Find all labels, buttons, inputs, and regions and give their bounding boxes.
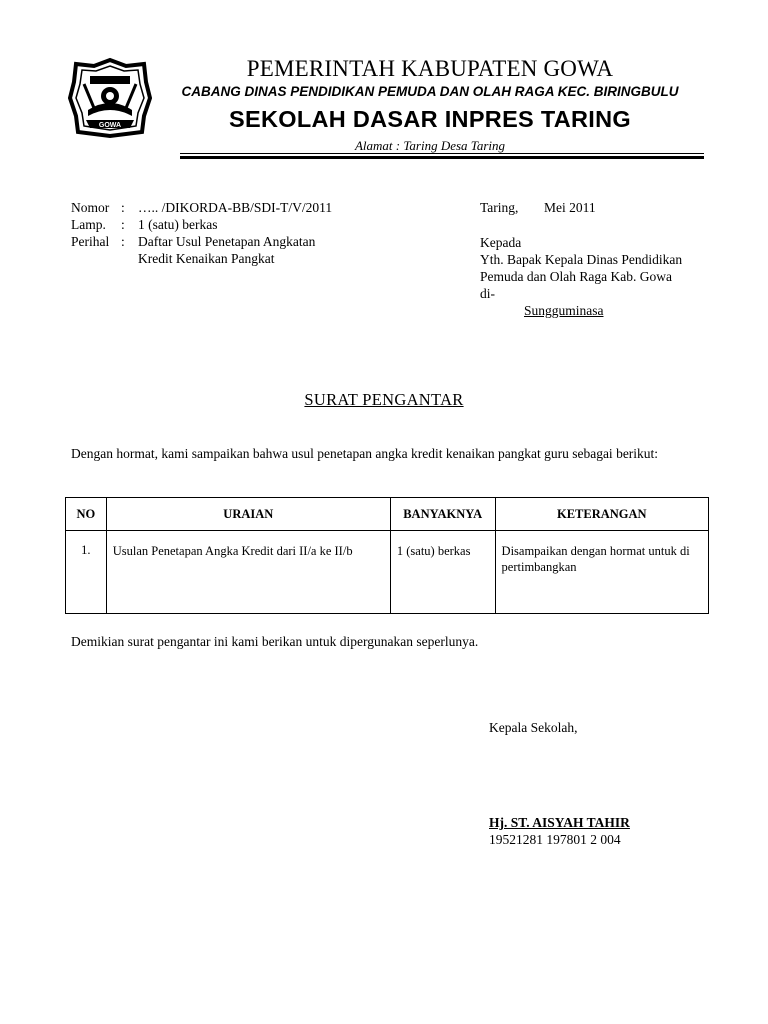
table-header-uraian: URAIAN <box>106 498 390 531</box>
meta-value-perihal-line2: Kredit Kenaikan Pangkat <box>138 251 275 266</box>
letterhead-department: CABANG DINAS PENDIDIKAN PEMUDA DAN OLAH RAGA KEC. BIRINGBULU <box>181 84 679 99</box>
items-table <box>65 497 709 614</box>
signature-nip: 19521281 197801 2 004 <box>489 832 621 847</box>
table-cell-uraian: Usulan Penetapan Angka Kredit dari II/a ke II/b <box>112 544 353 558</box>
letterhead-divider-thick <box>180 156 704 159</box>
meta-colon: : <box>121 200 125 215</box>
table-header-keterangan: KETERANGAN <box>495 498 708 531</box>
opening-paragraph: Dengan hormat, kami sampaikan bahwa usul penetapan angka kredit kenaikan pangkat guru sebagai berikut: <box>71 446 659 461</box>
recipient-line1: Yth. Bapak Kepala Dinas Pendidikan <box>480 252 683 267</box>
signature-name: Hj. ST. AISYAH TAHIR <box>489 815 630 830</box>
meta-colon: : <box>121 234 125 249</box>
table-cell-banyaknya: 1 (satu) berkas <box>396 544 471 558</box>
meta-colon: : <box>121 217 125 232</box>
letter-place: Taring, <box>480 200 519 215</box>
recipient-city: Sungguminasa <box>524 303 604 318</box>
meta-label-nomor: Nomor <box>71 200 110 215</box>
recipient-line3: di- <box>480 286 495 301</box>
recipient-kepada: Kepada <box>480 235 522 250</box>
logo-text: GOWA <box>98 122 122 129</box>
letter-date: Mei 2011 <box>544 200 596 215</box>
meta-label-perihal: Perihal <box>71 234 110 249</box>
meta-value-perihal: Daftar Usul Penetapan Angkatan <box>138 234 316 249</box>
letterhead-address: Alamat : Taring Desa Taring <box>354 138 505 153</box>
meta-value-nomor: ….. /DIKORDA-BB/SDI-T/V/2011 <box>138 200 333 215</box>
table-cell-no: 1. <box>81 543 91 557</box>
table-header-banyaknya: BANYAKNYA <box>390 498 495 531</box>
meta-label-lamp: Lamp. <box>71 217 106 232</box>
letter-title: SURAT PENGANTAR <box>304 390 464 409</box>
meta-value-lamp: 1 (satu) berkas <box>138 217 218 232</box>
letterhead-government: PEMERINTAH KABUPATEN GOWA <box>246 56 614 81</box>
recipient-line2: Pemuda dan Olah Raga Kab. Gowa <box>480 269 672 284</box>
letterhead-school: SEKOLAH DASAR INPRES TARING <box>229 106 631 132</box>
table-header-no: NO <box>66 498 107 531</box>
table-row <box>66 531 709 614</box>
table-header-row <box>66 498 709 531</box>
closing-paragraph: Demikian surat pengantar ini kami berikan untuk dipergunakan seperlunya. <box>71 634 479 649</box>
letterhead-divider-thin <box>180 153 704 154</box>
signature-role: Kepala Sekolah, <box>489 720 578 735</box>
table-cell-keterangan: Disampaikan dengan hormat untuk di pertimbangkan <box>501 544 690 574</box>
